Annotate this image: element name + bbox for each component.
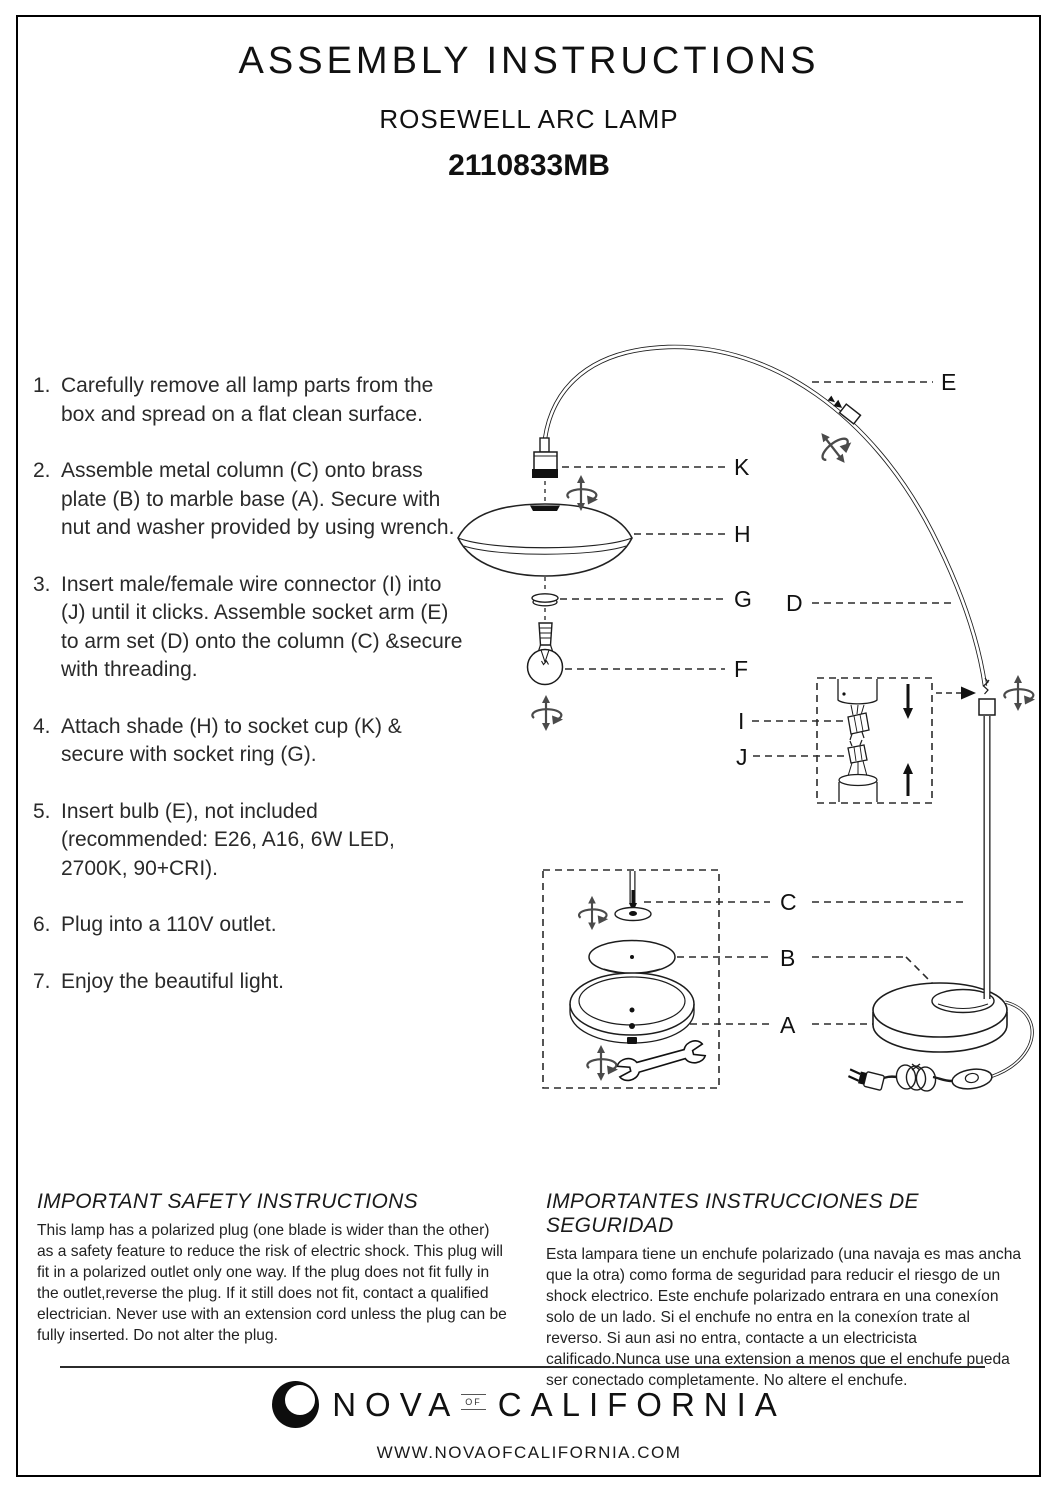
brand-of-label: OF	[461, 1394, 486, 1410]
step-text: Attach shade (H) to socket cup (K) & secure with socket ring (G).	[61, 714, 402, 766]
step-6	[33, 911, 467, 940]
step-1	[33, 372, 467, 429]
rotate-icon	[810, 422, 859, 472]
assembled-base-drawing	[847, 975, 1032, 1092]
label-B: B	[780, 945, 796, 971]
step-text: Plug into a 110V outlet.	[61, 913, 277, 936]
assembly-diagram	[440, 330, 1050, 1120]
brand-logo	[0, 1381, 1058, 1428]
header	[0, 40, 1058, 183]
label-J: J	[736, 744, 748, 770]
step-number: 4.	[33, 714, 51, 738]
rotate-icon	[1004, 675, 1035, 711]
step-3	[33, 571, 467, 685]
rotate-icon	[587, 1045, 618, 1081]
shade-drawing	[458, 504, 632, 576]
step-number: 6.	[33, 913, 51, 936]
wrench-icon	[616, 1039, 707, 1082]
step-4	[33, 713, 467, 770]
page-title: ASSEMBLY INSTRUCTIONS	[238, 40, 820, 82]
socket-cup-drawing	[532, 438, 558, 478]
rotate-icon	[532, 695, 563, 731]
connector-detail-box	[817, 678, 932, 803]
safety-english	[37, 1190, 510, 1391]
footer-divider	[60, 1366, 985, 1368]
model-number: 2110833MB	[448, 149, 610, 182]
safety-body-es: Esta lampara tiene un enchufe polarizado (una navaja es mas ancha que la otra) como forma de seguridad para reducir el riesgo de un shock electrico. Este enchufe polarizado entrara en una conexíon solo de un lado. Si el enchufe no entra en la conexíon trate al reverso. Si aun asi no entra, contacte a un electricista calificado.Nunca use una extension a menos que el enchufe pueda ser conectado completamente. No altere el enchufe.	[546, 1246, 1022, 1389]
safety-section	[37, 1190, 1022, 1391]
cord-coil	[895, 1064, 937, 1092]
step-7	[33, 968, 467, 997]
step-2	[33, 457, 467, 543]
arm-joint	[826, 394, 860, 424]
step-number: 1.	[33, 374, 51, 397]
step-text: Insert male/female wire connector (I) into (J) until it clicks. Assemble socket arm (E) to arm set (D) onto the column (C) &secure with threading.	[61, 572, 463, 681]
leader-lines	[560, 382, 965, 1024]
label-D: D	[786, 590, 803, 616]
step-number: 3.	[33, 572, 51, 596]
step-text: Assemble metal column (C) onto brass plate (B) to marble base (A). Secure with nut and washer provided by using wrench.	[61, 459, 455, 539]
inline-switch	[951, 1067, 993, 1091]
socket-ring-drawing	[532, 594, 558, 606]
brand-name-left: NOVA	[332, 1385, 460, 1423]
label-H: H	[734, 521, 751, 547]
bulb-drawing	[528, 623, 563, 685]
detail-pointer-arrow	[936, 687, 976, 700]
safety-heading-en: IMPORTANT SAFETY INSTRUCTIONS	[37, 1190, 418, 1213]
website-url: WWW.NOVAOFCALIFORNIA.COM	[376, 1443, 682, 1462]
step-number: 5.	[33, 799, 51, 823]
label-K: K	[734, 454, 750, 480]
step-text: Carefully remove all lamp parts from the box and spread on a flat clean surface.	[61, 374, 434, 426]
safety-spanish	[546, 1190, 1022, 1391]
rotate-icon	[579, 896, 608, 930]
step-number: 7.	[33, 969, 51, 993]
step-5	[33, 798, 467, 884]
column-drawing	[979, 678, 995, 1000]
safety-heading-es: IMPORTANTES INSTRUCCIONES DE SEGURIDAD	[546, 1190, 919, 1237]
brand-name-right: CALIFORNIA	[497, 1385, 786, 1423]
plug-drawing	[847, 1067, 885, 1090]
step-number: 2.	[33, 459, 51, 482]
label-G: G	[734, 586, 752, 612]
assembly-steps	[33, 372, 467, 1024]
product-name: ROSEWELL ARC LAMP	[379, 104, 679, 134]
label-E: E	[941, 369, 957, 395]
label-C: C	[780, 889, 797, 915]
label-A: A	[780, 1012, 796, 1038]
nova-crescent-logo-icon	[272, 1381, 319, 1428]
label-I: I	[738, 708, 745, 734]
label-F: F	[734, 656, 749, 682]
safety-body-en: This lamp has a polarized plug (one blade is wider than the other) as a safety feature to reduce the risk of electric shock. This plug will fit in a polarized outlet only one way. If the plug does not fit fully in the outlet,reverse the plug. If it still does not fit, contact a qualified electrician. Never use with an extension cord unless the plug can be fully inserted. Do not alter the plug.	[37, 1222, 507, 1344]
step-text: Enjoy the beautiful light.	[61, 969, 284, 993]
step-text: Insert bulb (E), not included (recommended: E26, A16, 6W LED, 2700K, 90+CRI).	[61, 799, 395, 880]
